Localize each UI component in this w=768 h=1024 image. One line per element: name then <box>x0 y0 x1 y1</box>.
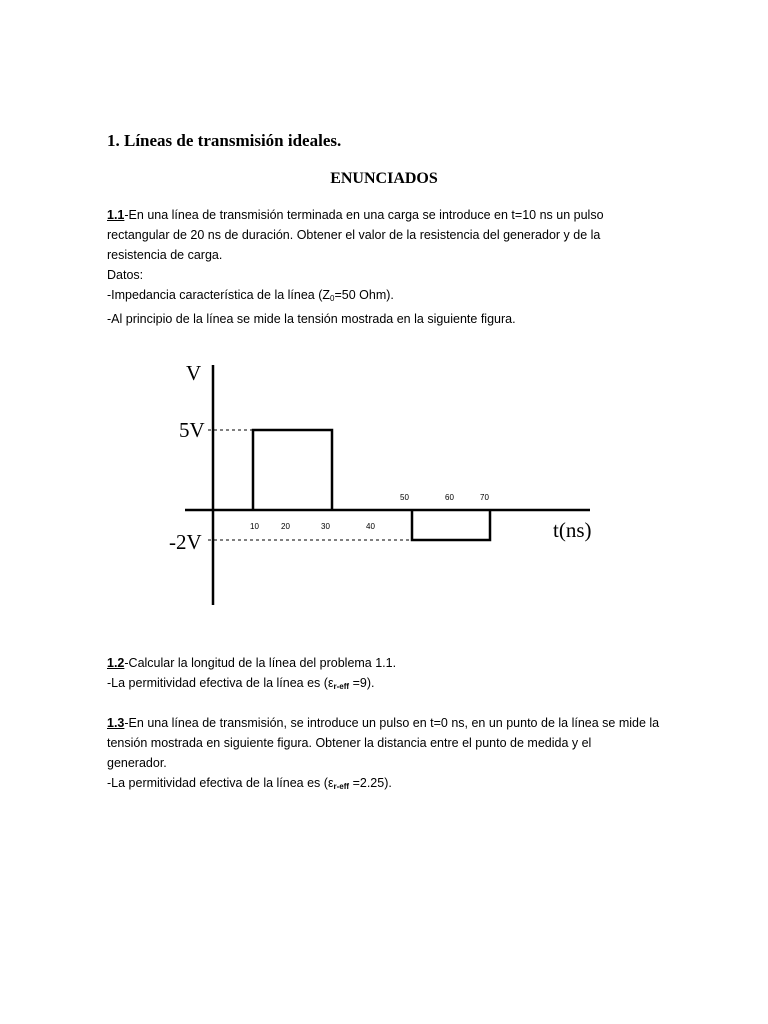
tick-10: 10 <box>250 522 259 531</box>
problem-1-1 <box>107 205 677 329</box>
permittivity-line-1-2: -La permitividad efectiva de la línea es (εr-eff =9). <box>107 676 375 691</box>
negative-pulse <box>412 510 490 540</box>
tick-50: 50 <box>400 493 409 502</box>
positive-pulse <box>253 430 332 510</box>
impedance-line: -Impedancia característica de la línea ($Z_0=50$ Ohm). <box>107 288 394 303</box>
problem-1-2 <box>107 653 677 697</box>
problem-1-2-line-1: 1.2-Calcular la longitud de la línea del problema 1.1. <box>107 656 397 670</box>
problem-1-1-line-1: 1.1-En una línea de transmisión terminada en una carga se introduce en t=10 ns un pulso <box>107 208 604 222</box>
level-minus2v-label: -2V <box>169 530 202 554</box>
voltage-waveform-figure <box>160 355 610 610</box>
tick-60: 60 <box>445 493 454 502</box>
tick-70: 70 <box>480 493 489 502</box>
tick-40: 40 <box>366 522 375 531</box>
problem-1-3-line-1: 1.3-En una línea de transmisión, se introduce un pulso en t=0 ns, en un punto de la línea se mide la <box>107 716 660 730</box>
problem-1-1-line-3: resistencia de carga. <box>107 248 223 262</box>
section-title: 1. Líneas de transmisión ideales. <box>107 131 342 150</box>
tick-20: 20 <box>281 522 290 531</box>
enunciados-heading: ENUNCIADOS <box>330 170 438 187</box>
problem-1-2-number: 1.2 <box>107 656 125 670</box>
problem-1-1-number: 1.1 <box>107 208 125 222</box>
problem-1-3-line-2: tensión mostrada en siguiente figura. Obtener la distancia entre el punto de medida y el <box>107 736 592 750</box>
problem-1-3-number: 1.3 <box>107 716 125 730</box>
problem-1-3 <box>107 713 677 797</box>
x-axis-label: t(ns) <box>553 518 592 542</box>
problem-1-1-line-2: rectangular de 20 ns de duración. Obtener el valor de la resistencia del generador y de la <box>107 228 601 242</box>
datos-label: Datos: <box>107 268 144 282</box>
problem-1-3-line-3: generador. <box>107 756 167 770</box>
y-axis-label: V <box>186 361 202 385</box>
level-5v-label: 5V <box>179 418 205 442</box>
permittivity-line-1-3: -La permitividad efectiva de la línea es (εr-eff =2.25). <box>107 776 392 791</box>
tick-30: 30 <box>321 522 330 531</box>
measurement-line: -Al principio de la línea se mide la tensión mostrada en la siguiente figura. <box>107 312 516 326</box>
